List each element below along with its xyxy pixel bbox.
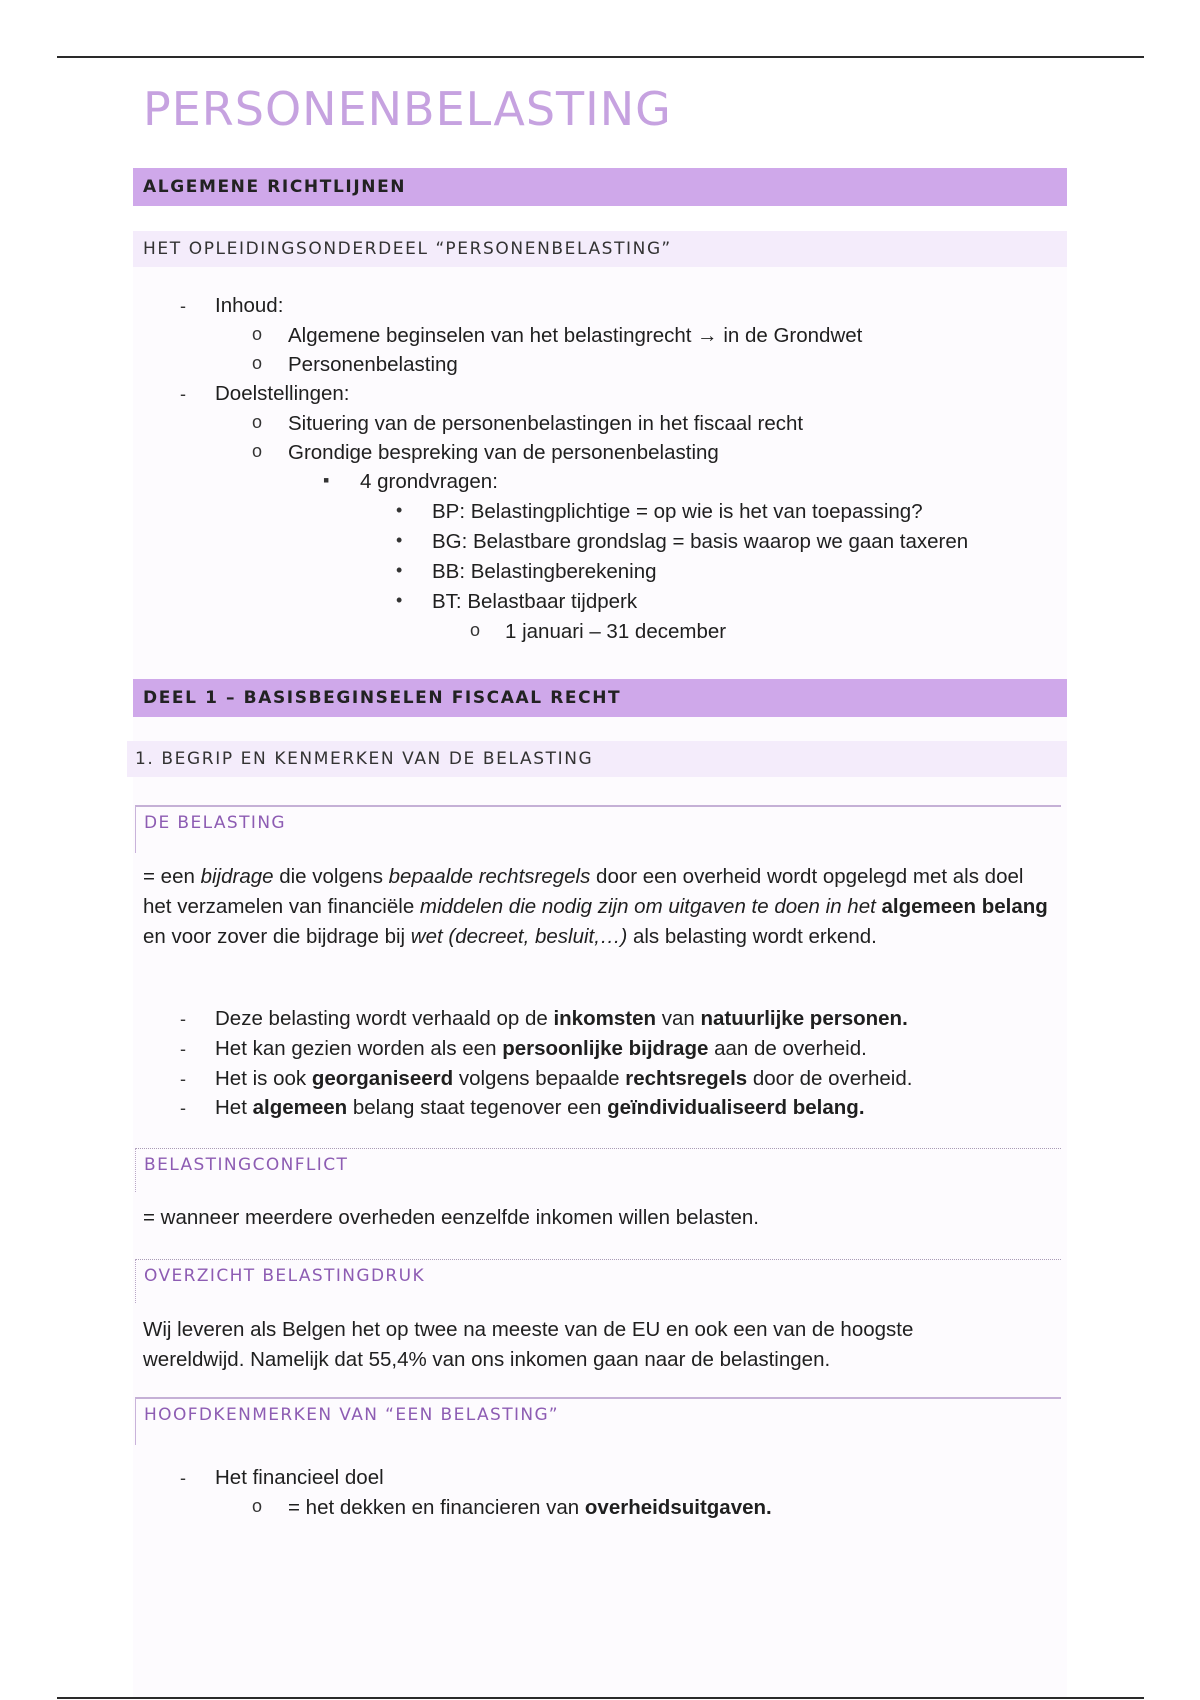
bullet-persoonlijke-bijdrage: Het kan gezien worden als een persoonlijke bijdrage aan de overheid. xyxy=(215,1037,867,1060)
dash-marker: - xyxy=(180,296,186,316)
dot-marker: • xyxy=(396,500,403,520)
bottom-rule xyxy=(57,1697,1144,1699)
list-item-inhoud-a: Algemene beginselen van het belastingrecht → in de Grondwet xyxy=(288,324,863,347)
list-item-doel-b: Grondige bespreking van de personenbelasting xyxy=(288,441,719,464)
list-item-bt: BT: Belastbaar tijdperk xyxy=(432,590,638,613)
section-opleidingsonderdeel: HET OPLEIDINGSONDERDEEL “PERSONENBELASTING” xyxy=(133,231,1067,267)
document-title: PERSONENBELASTING xyxy=(143,82,672,136)
belastingdruk-paragraph: Wij leveren als Belgen het op twee na meeste van de EU en ook een van de hoogste wereldwijd. Namelijk dat 55,4% van ons inkomen gaan naar de belastingen. xyxy=(143,1318,914,1371)
top-rule xyxy=(57,56,1144,58)
section-algemene-richtlijnen: ALGEMENE RICHTLIJNEN xyxy=(133,168,1067,206)
circle-marker: o xyxy=(252,324,263,344)
list-item-bg: BG: Belastbare grondslag = basis waarop we gaan taxeren xyxy=(432,530,969,553)
subheading-hoofdkenmerken: HOOFDKENMERKEN VAN “EEN BELASTING” xyxy=(135,1397,1061,1445)
subheading-belastingconflict: BELASTINGCONFLICT xyxy=(135,1148,1061,1192)
subheading-belastingdruk: OVERZICHT BELASTINGDRUK xyxy=(135,1259,1061,1303)
dash-marker: - xyxy=(180,1009,186,1029)
list-item-doelstellingen: Doelstellingen: xyxy=(215,382,350,405)
bullet-georganiseerd: Het is ook georganiseerd volgens bepaalde rechtsregels door de overheid. xyxy=(215,1067,913,1090)
dash-marker: - xyxy=(180,384,186,404)
dash-marker: - xyxy=(180,1098,186,1118)
square-marker: ▪ xyxy=(323,470,330,490)
list-item-bb: BB: Belastingberekening xyxy=(432,560,657,583)
dot-marker: • xyxy=(396,590,403,610)
conflict-definition: = wanneer meerdere overheden eenzelfde inkomen willen belasten. xyxy=(143,1206,759,1229)
circle-marker: o xyxy=(252,412,263,432)
subheading-de-belasting: DE BELASTING xyxy=(135,805,1061,853)
circle-marker: o xyxy=(252,353,263,373)
section-begrip-kenmerken: 1. BEGRIP EN KENMERKEN VAN DE BELASTING xyxy=(127,741,1067,777)
list-item-inhoud: Inhoud: xyxy=(215,294,284,317)
list-item-grondvragen: 4 grondvragen: xyxy=(360,470,498,493)
dot-marker: • xyxy=(396,530,403,550)
list-item-doel-a: Situering van de personenbelastingen in het fiscaal recht xyxy=(288,412,804,435)
definition-paragraph: = een bijdrage die volgens bepaalde rechtsregels door een overheid wordt opgelegd met als doel het verzamelen van financiële middelen die nodig zijn om uitgaven te doen in het algemeen belang en voor zover die bijdrage bij wet (decreet, besluit,…) als belasting wordt erkend. xyxy=(143,865,1048,948)
circle-marker: o xyxy=(252,1496,263,1516)
bullet-algemeen-belang: Het algemeen belang staat tegenover een geïndividualiseerd belang. xyxy=(215,1096,865,1119)
dash-marker: - xyxy=(180,1468,186,1488)
list-item-inhoud-b: Personenbelasting xyxy=(288,353,458,376)
list-item-periode: 1 januari – 31 december xyxy=(505,620,727,643)
dash-marker: - xyxy=(180,1039,186,1059)
circle-marker: o xyxy=(470,620,481,640)
list-item-overheidsuitgaven: = het dekken en financieren van overheidsuitgaven. xyxy=(288,1496,772,1519)
dot-marker: • xyxy=(396,560,403,580)
circle-marker: o xyxy=(252,441,263,461)
dash-marker: - xyxy=(180,1069,186,1089)
bullet-inkomsten: Deze belasting wordt verhaald op de inkomsten van natuurlijke personen. xyxy=(215,1007,908,1030)
list-item-bp: BP: Belastingplichtige = op wie is het van toepassing? xyxy=(432,500,923,523)
section-deel-1: DEEL 1 – BASISBEGINSELEN FISCAAL RECHT xyxy=(133,679,1067,717)
list-item-financieel-doel: Het financieel doel xyxy=(215,1466,384,1489)
